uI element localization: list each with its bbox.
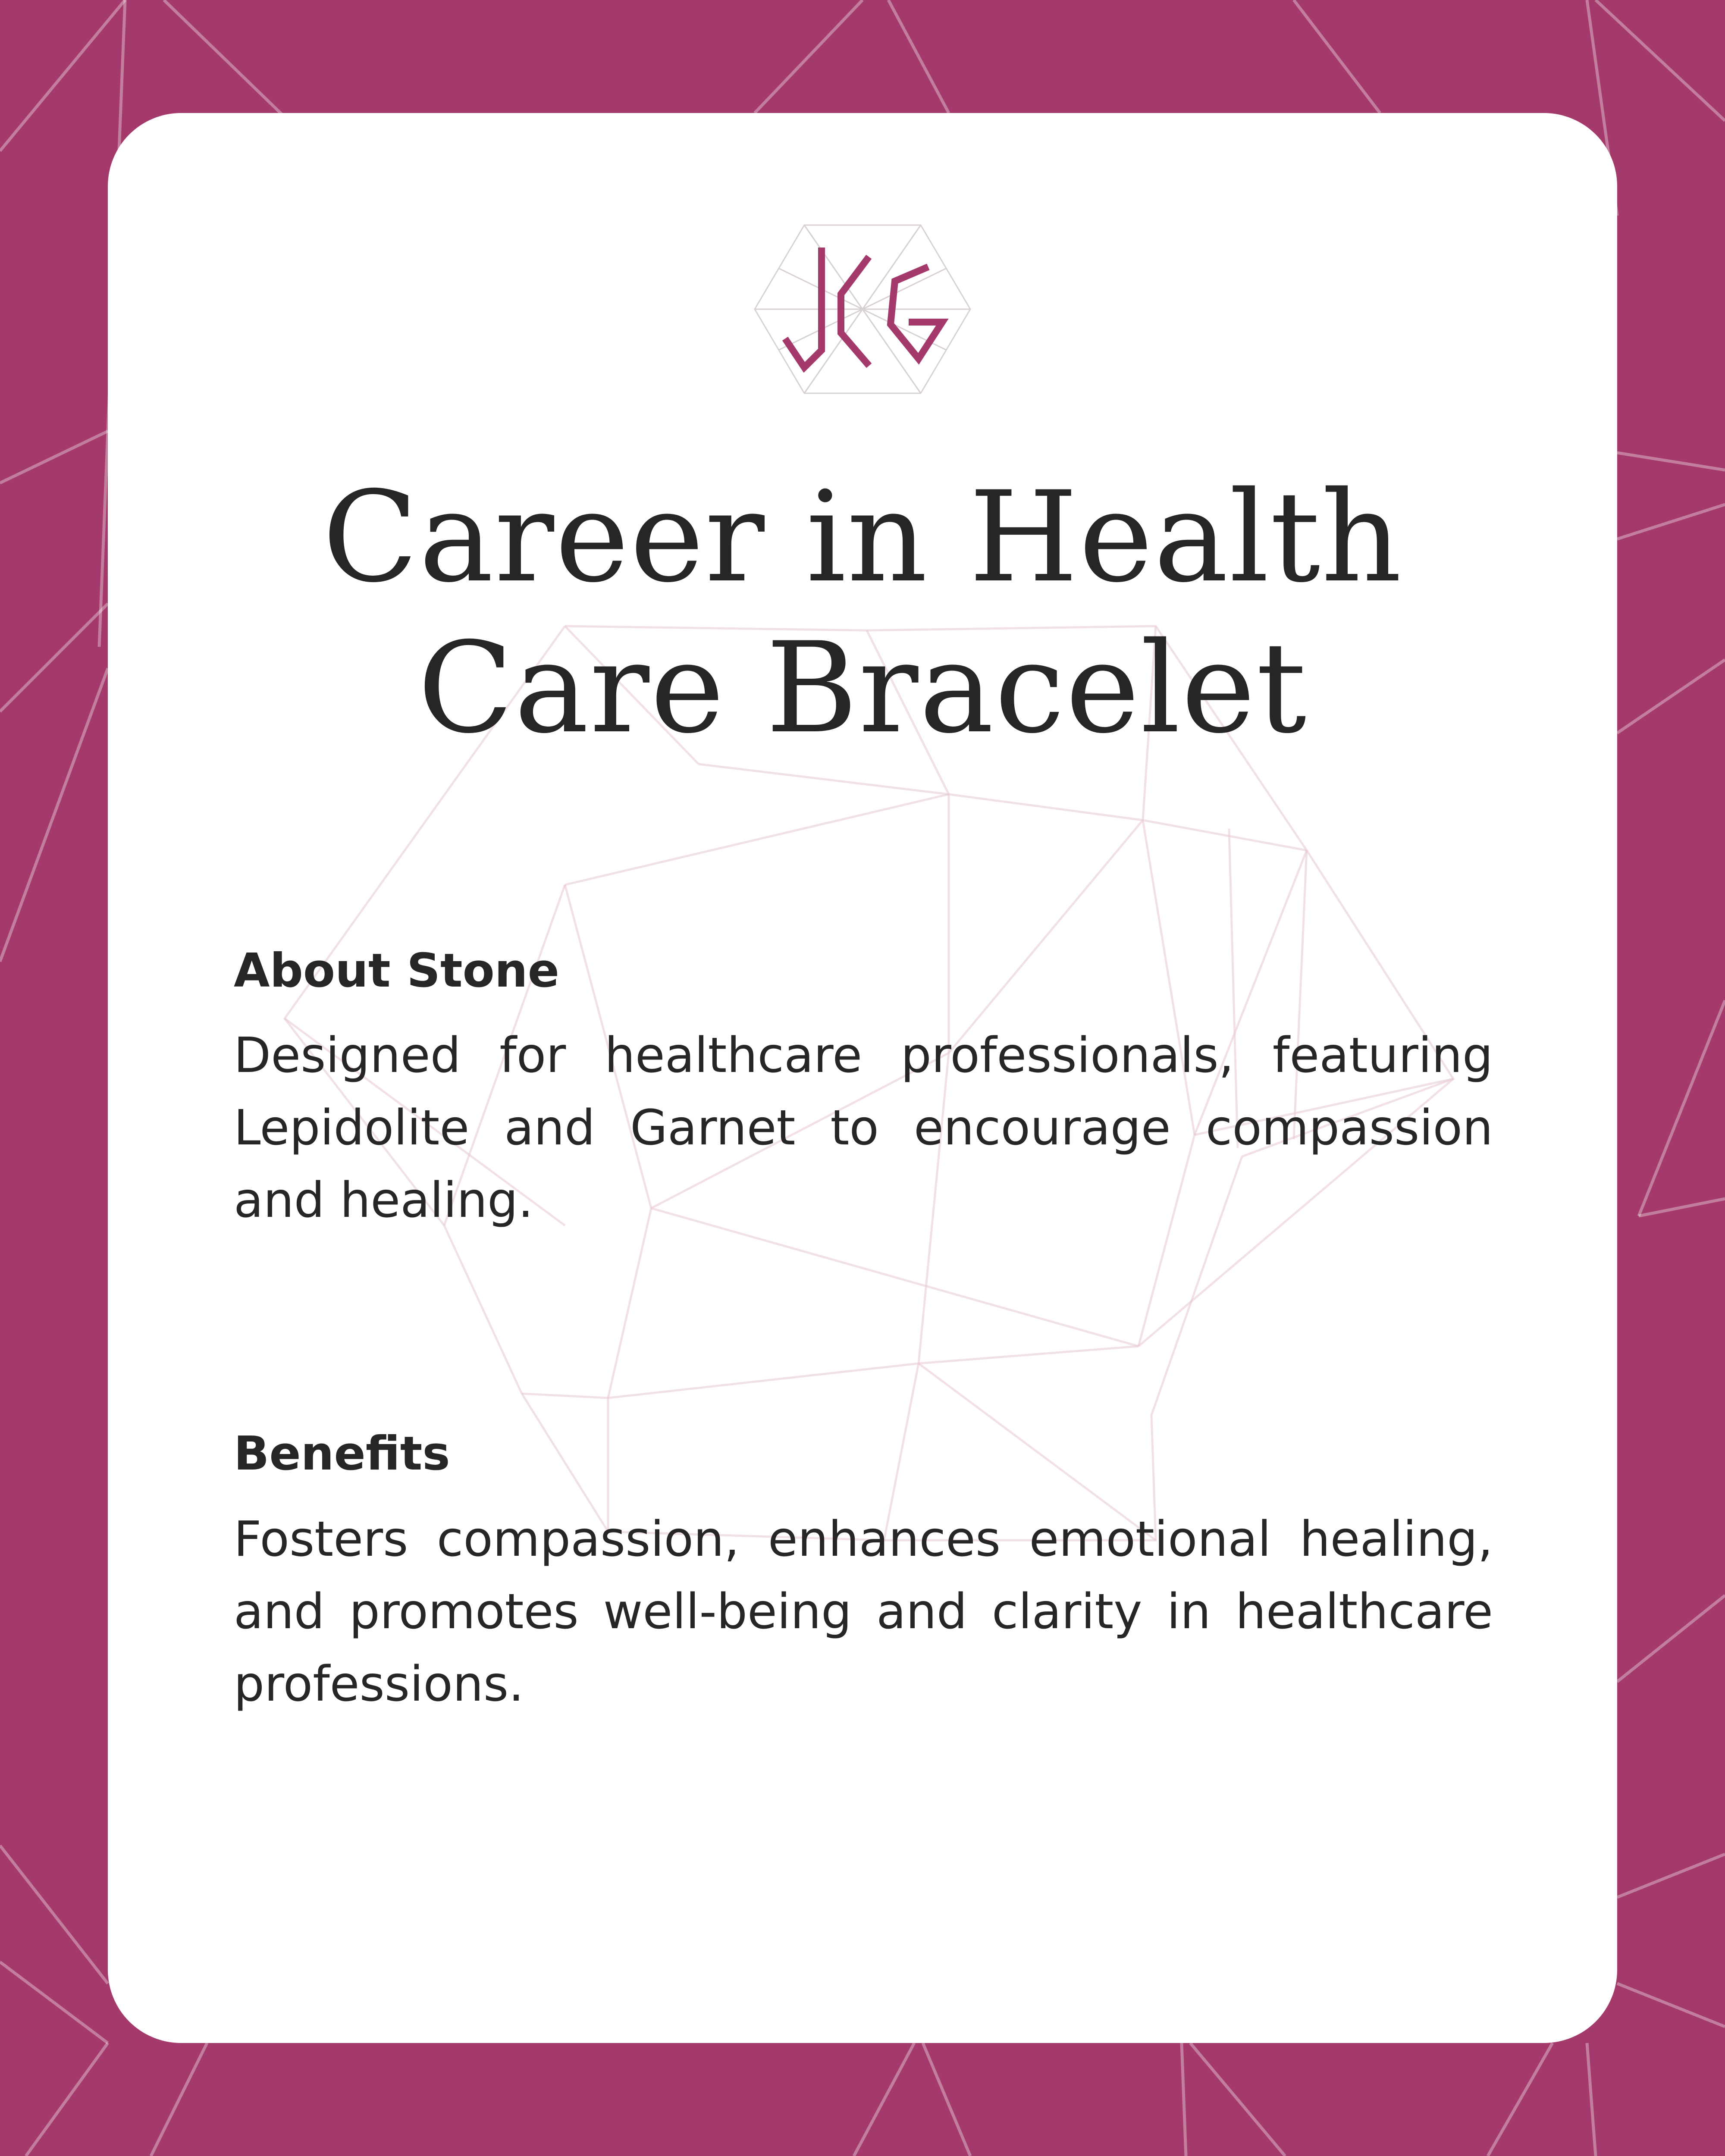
info-card <box>108 113 1617 2043</box>
about-stone-heading: About Stone <box>234 944 559 998</box>
jcg-gem-logo <box>753 221 972 398</box>
benefits-text: Fosters compassion, enhances emotional healing, and promotes well-being and clarity in healthcare professions. <box>234 1511 1493 1712</box>
page-title: Career in Health Care Bracelet <box>322 465 1403 761</box>
benefits-heading: Benefits <box>234 1427 450 1481</box>
about-stone-text: Designed for healthcare professionals, featuring Lepidolite and Garnet to encourage compassion and healing. <box>234 1028 1493 1228</box>
